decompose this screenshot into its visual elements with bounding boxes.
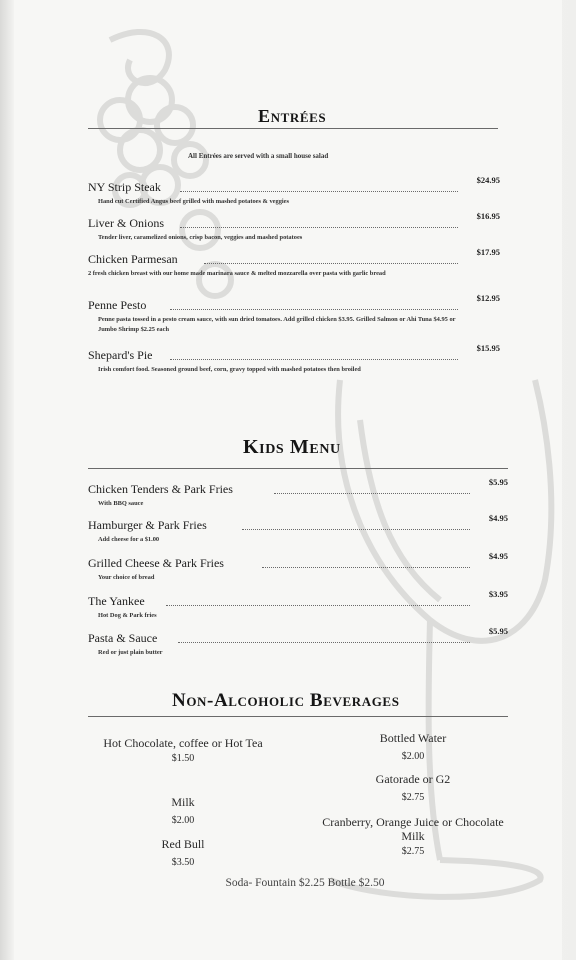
- beverage-red-bull: [90, 837, 276, 870]
- kids-item-pasta-sauce: [88, 626, 508, 658]
- item-name: Grilled Cheese & Park Fries: [88, 556, 224, 570]
- item-price: $4.95: [488, 513, 508, 523]
- beverage-gatorade: [318, 772, 508, 805]
- item-description: Hand cut Certified Angus beef grilled with mashed potatoes & veggies: [98, 198, 290, 205]
- beverage-price: $2.75: [401, 792, 425, 803]
- entrees-heading: Entrées: [258, 106, 327, 126]
- dot-leader: [242, 529, 470, 530]
- menu-item-shepards-pie: [88, 343, 500, 375]
- beverage-name: Gatorade or G2: [375, 772, 451, 786]
- dot-leader: [204, 263, 458, 264]
- dot-leader: [166, 605, 470, 606]
- beverage-price: $1.50: [171, 753, 195, 764]
- dot-leader: [170, 309, 458, 310]
- kids-item-grilled-cheese: [88, 551, 508, 583]
- kids-menu-heading: Kids Menu: [243, 436, 341, 458]
- item-description: Penne pasta tossed in a pesto cream sauce, with sun dried tomatoes. Add grilled chicken $3.95. Grilled Salmon or Ahi Tuna $4.95 or Jumbo Shrimp $2.25 each: [98, 316, 456, 333]
- dot-leader: [170, 359, 458, 360]
- menu-item-liver-onions: [88, 211, 500, 243]
- beverage-price: $3.50: [171, 857, 195, 868]
- item-description: Your choice of bread: [98, 574, 155, 581]
- beverage-price: $2.75: [401, 846, 425, 857]
- item-name: Hamburger & Park Fries: [88, 518, 207, 532]
- item-price: $17.95: [476, 247, 500, 257]
- menu-item-ny-strip: [88, 175, 500, 207]
- item-name: Chicken Parmesan: [88, 252, 178, 266]
- item-description: Irish comfort food. Seasoned ground beef, corn, gravy topped with mashed potatoes then broiled: [98, 366, 361, 373]
- item-name: Penne Pesto: [88, 298, 147, 312]
- kids-item-hamburger: [88, 513, 508, 545]
- beverage-juice-milk: [318, 815, 508, 859]
- beverage-name: Cranberry, Orange Juice or Chocolate Milk: [322, 815, 504, 843]
- item-description: Hot Dog & Park fries: [98, 612, 157, 619]
- item-description: With BBQ sauce: [98, 500, 144, 507]
- dot-leader: [274, 493, 470, 494]
- item-price: $12.95: [476, 293, 500, 303]
- item-price: $16.95: [476, 211, 500, 221]
- item-price: $5.95: [488, 477, 508, 487]
- kids-item-chicken-tenders: [88, 477, 508, 509]
- beverage-name: Milk: [171, 795, 195, 809]
- item-name: NY Strip Steak: [88, 180, 161, 194]
- dot-leader: [178, 642, 470, 643]
- beverage-name: Hot Chocolate, coffee or Hot Tea: [103, 736, 263, 750]
- item-price: $4.95: [488, 551, 508, 561]
- beverage-price: $2.00: [401, 751, 425, 762]
- item-price: $24.95: [476, 175, 500, 185]
- dot-leader: [180, 227, 458, 228]
- beverage-name: Bottled Water: [379, 731, 447, 745]
- item-price: $3.95: [488, 589, 508, 599]
- item-name: Liver & Onions: [88, 216, 164, 230]
- beverage-hot-drinks: [90, 736, 276, 766]
- beverage-name: Red Bull: [161, 837, 205, 851]
- item-description: Add cheese for a $1.00: [98, 536, 160, 543]
- item-description: 2 fresh chicken breast with our home made marinara sauce & melted mozzarella over pasta with garlic bread: [88, 270, 386, 277]
- menu-item-chicken-parmesan: [88, 247, 500, 279]
- beverage-price: $2.00: [171, 815, 195, 826]
- dot-leader: [262, 567, 470, 568]
- item-description: Red or just plain butter: [98, 649, 163, 656]
- item-price: $15.95: [476, 343, 500, 353]
- entrees-note: All Entrées are served with a small house salad: [188, 152, 329, 160]
- menu-item-penne-pesto: [88, 293, 500, 335]
- item-name: The Yankee: [88, 594, 145, 608]
- kids-menu-divider: [88, 468, 508, 469]
- item-name: Shepard's Pie: [88, 348, 153, 362]
- kids-item-the-yankee: [88, 589, 508, 621]
- entrees-divider: [88, 128, 498, 129]
- beverages-heading: Non-Alcoholic Beverages: [172, 690, 400, 711]
- beverage-bottled-water: [318, 731, 508, 764]
- beverages-divider: [88, 716, 508, 717]
- item-price: $5.95: [488, 626, 508, 636]
- dot-leader: [180, 191, 458, 192]
- beverage-milk: [90, 795, 276, 828]
- item-description: Tender liver, caramelized onions, crisp bacon, veggies and mashed potatoes: [98, 234, 303, 241]
- item-name: Pasta & Sauce: [88, 631, 158, 645]
- soda-prices: Soda- Fountain $2.25 Bottle $2.50: [225, 877, 385, 889]
- item-name: Chicken Tenders & Park Fries: [88, 482, 233, 496]
